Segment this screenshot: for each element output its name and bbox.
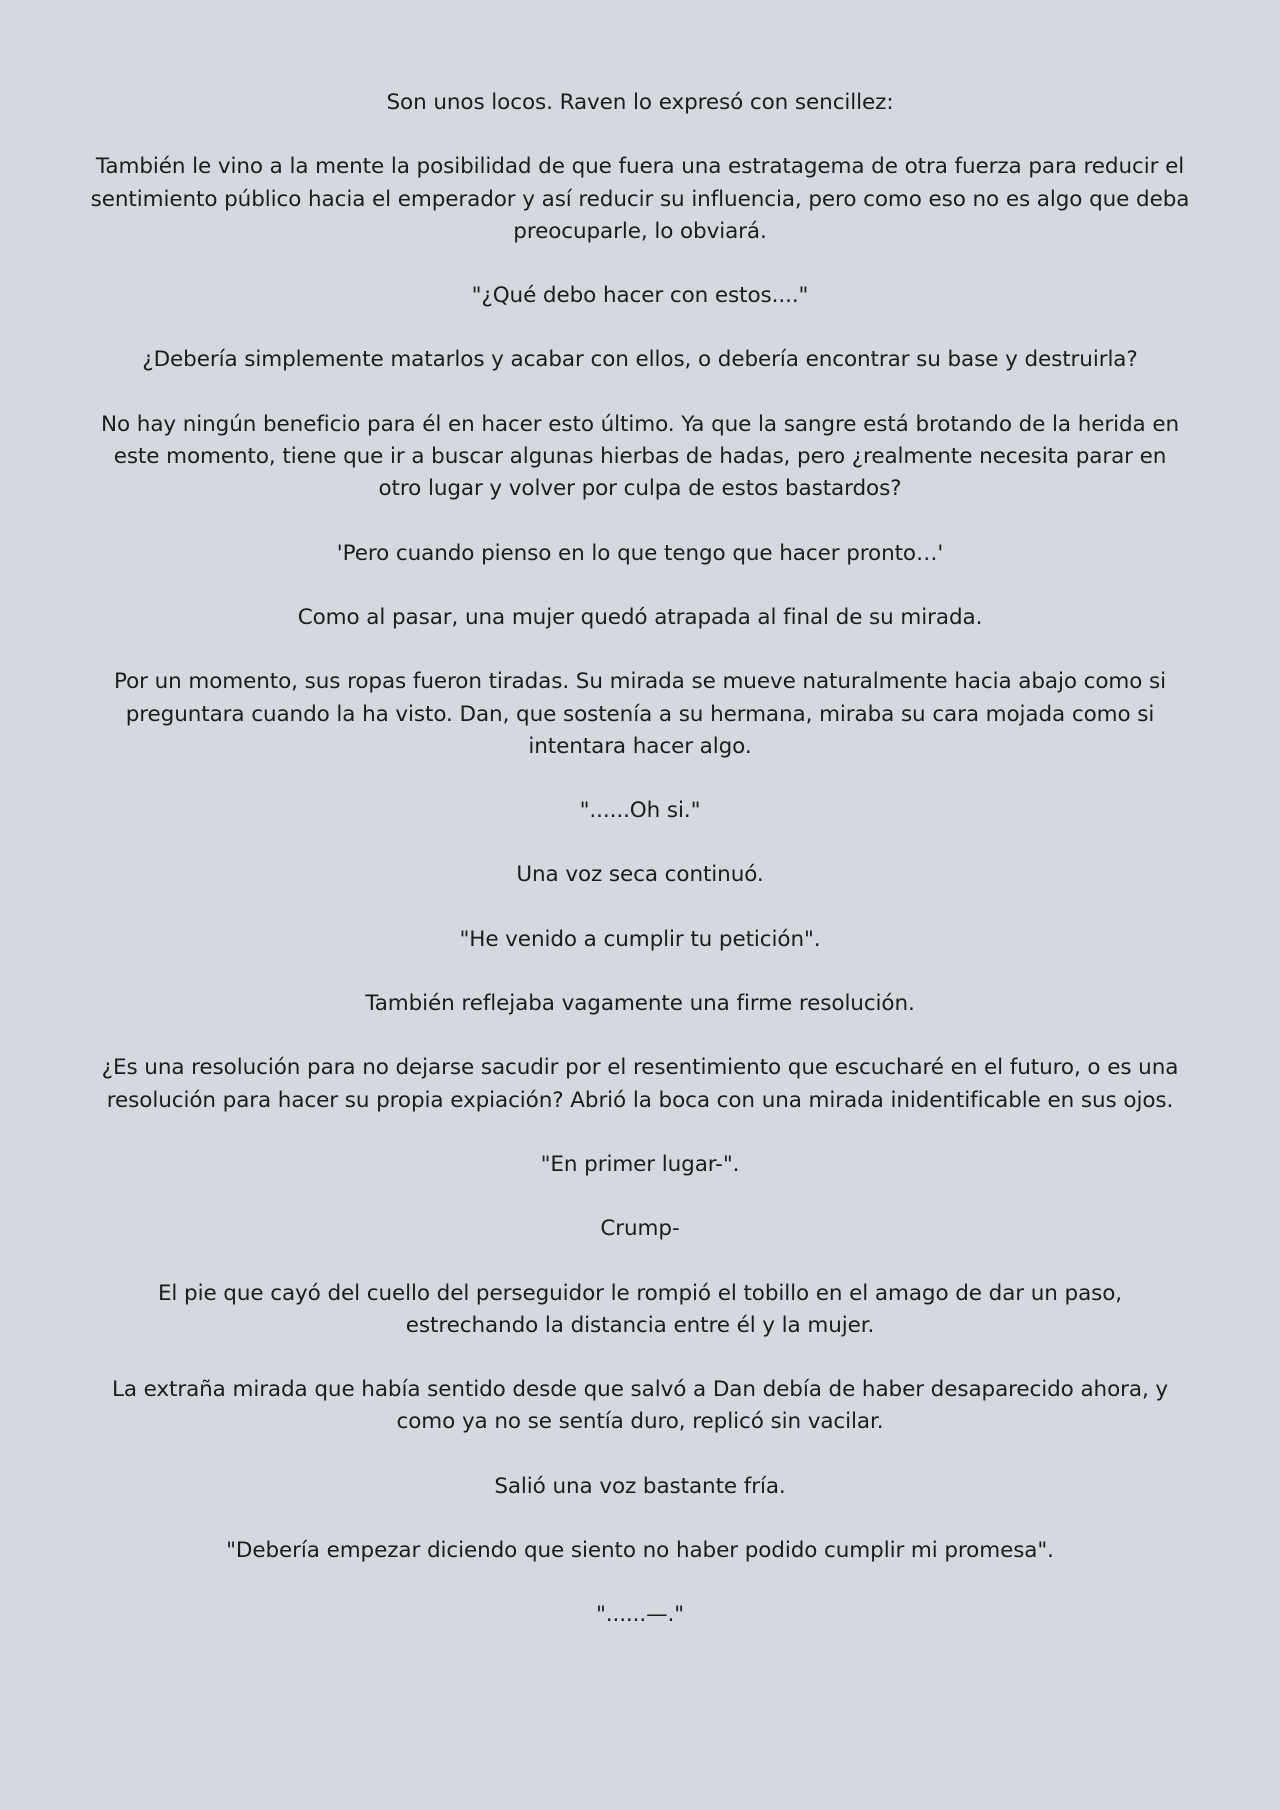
- paragraph: "He venido a cumplir tu petición".: [459, 926, 821, 952]
- paragraph: ¿Es una resolución para no dejarse sacudir por el resentimiento que escucharé en el futuro, o es una resolución para hacer su propia expiación? Abrió la boca con una mirada inidentificable en sus ojos.: [101, 1055, 1179, 1113]
- paragraph: Crump-: [600, 1216, 680, 1242]
- paragraph: Salió una voz bastante fría.: [494, 1473, 786, 1499]
- paragraph: No hay ningún beneficio para él en hacer esto último. Ya que la sangre está brotando de la herida en este momento, tiene que ir a buscar algunas hierbas de hadas, pero ¿realmente necesita parar en otro lugar y volver por culpa de estos bastardos?: [101, 411, 1179, 502]
- paragraph: También le vino a la mente la posibilidad de que fuera una estratagema de otra fuerza para reducir el sentimiento público hacia el emperador y así reducir su influencia, pero como eso no es algo que deba preocuparle, lo obviará.: [90, 154, 1190, 244]
- paragraph: "¿Qué debo hacer con estos....": [471, 283, 809, 309]
- paragraph: "En primer lugar-".: [540, 1151, 740, 1177]
- paragraph: El pie que cayó del cuello del perseguidor le rompió el tobillo en el amago de dar un paso, estrechando la distancia entre él y la mujer.: [157, 1280, 1123, 1338]
- paragraph: 'Pero cuando pienso en lo que tengo que hacer pronto…': [336, 540, 944, 566]
- paragraph: ¿Debería simplemente matarlos y acabar con ellos, o debería encontrar su base y destruirla?: [142, 347, 1138, 373]
- paragraph: La extraña mirada que había sentido desde que salvó a Dan debía de haber desaparecido ahora, y como ya no se sentía duro, replicó sin vacilar.: [111, 1377, 1169, 1435]
- paragraph: Como al pasar, una mujer quedó atrapada al final de su mirada.: [297, 604, 983, 630]
- paragraph: También reflejaba vagamente una firme resolución.: [365, 991, 915, 1017]
- paragraph: "Debería empezar diciendo que siento no haber podido cumplir mi promesa".: [226, 1538, 1054, 1564]
- paragraph: Por un momento, sus ropas fueron tiradas. Su mirada se mueve naturalmente hacia abajo como si preguntara cuando la ha visto. Dan, que sostenía a su hermana, miraba su cara mojada como si intentara hacer algo.: [113, 669, 1167, 759]
- paragraph: Una voz seca continuó.: [516, 862, 764, 888]
- paragraph: Son unos locos. Raven lo expresó con sencillez:: [386, 90, 894, 115]
- paragraph: "......Oh si.": [579, 798, 701, 824]
- paragraph: "......—.": [595, 1602, 685, 1628]
